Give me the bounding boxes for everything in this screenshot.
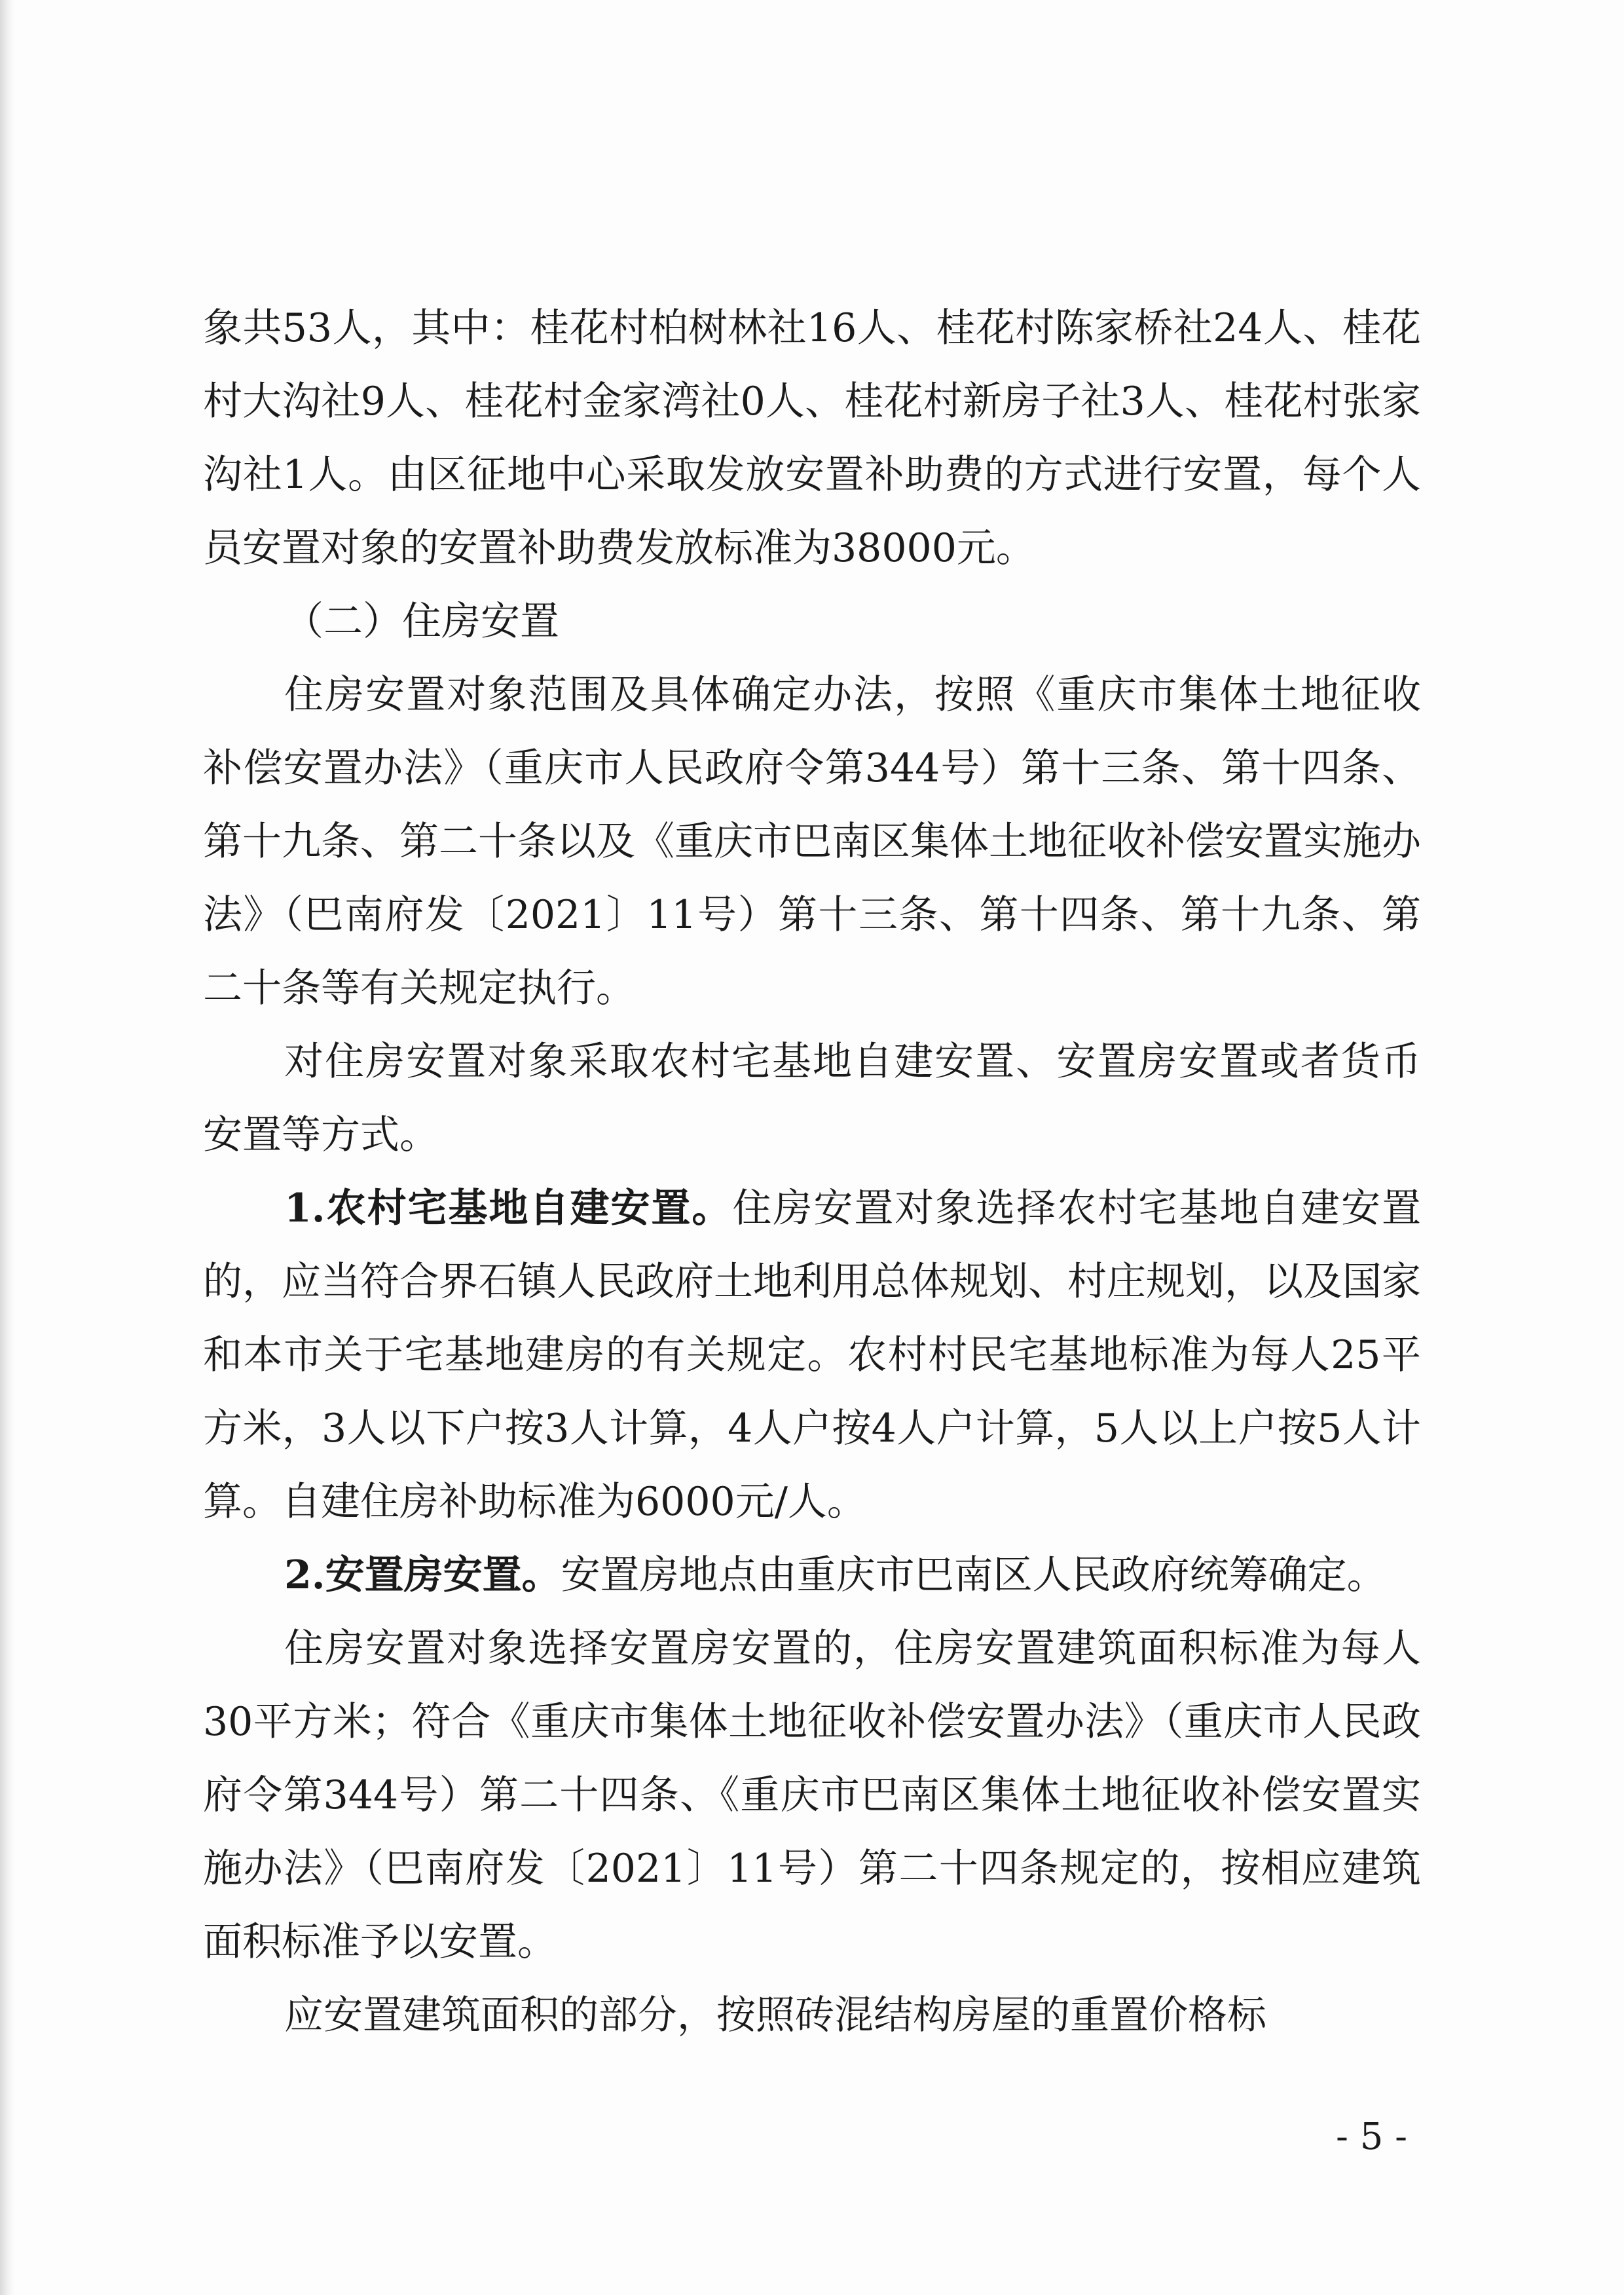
page-number: - 5 - — [1336, 2116, 1408, 2158]
document-body — [203, 291, 1421, 2052]
item-body-homestead: 住房安置对象选择农村宅基地自建安置的，应当符合界石镇人民政府土地利用总体规划、村庄规划，以及国家和本市关于宅基地建房的有关规定。农村村民宅基地标准为每人25平方米，3人以下户按3人计算，4人户按4人户计算，5人以上户按5人计算。自建住房补助标准为6000元/人。 — [203, 1185, 1422, 1525]
item-title-resettlement-housing: 2.安置房安置。 — [284, 1552, 561, 1598]
paragraph-resettlement-housing — [203, 1539, 1421, 1612]
paragraph-resettlement-subsidy: 象共53人，其中：桂花村柏树林社16人、桂花村陈家桥社24人、桂花村大沟社9人、桂花村金家湾社0人、桂花村新房子社3人、桂花村张家沟社1人。由区征地中心采取发放安置补助费的方式进行安置，每个人员安置对象的安置补助费发放标准为38000元。 — [203, 305, 1421, 571]
paragraph-homestead-selfbuild — [203, 1172, 1421, 1539]
item-title-homestead: 1.农村宅基地自建安置。 — [284, 1185, 733, 1231]
scan-edge-shadow — [0, 0, 14, 2295]
paragraph-area-standard: 住房安置对象选择安置房安置的，住房安置建筑面积标准为每人30平方米；符合《重庆市集体土地征收补偿安置办法》（重庆市人民政府令第344号）第二十四条、《重庆市巴南区集体土地征收补偿安置实施办法》（巴南府发〔2021〕11号）第二十四条规定的，按相应建筑面积标准予以安置。 — [203, 1626, 1421, 1965]
section-heading-housing: （二）住房安置 — [284, 599, 559, 644]
paragraph-housing-methods: 对住房安置对象采取农村宅基地自建安置、安置房安置或者货币安置等方式。 — [203, 1039, 1421, 1158]
paragraph-replacement-price: 应安置建筑面积的部分，按照砖混结构房屋的重置价格标 — [284, 1992, 1266, 2038]
paragraph-housing-scope: 住房安置对象范围及具体确定办法，按照《重庆市集体土地征收补偿安置办法》（重庆市人民政府令第344号）第十三条、第十四条、第十九条、第二十条以及《重庆市巴南区集体土地征收补偿安置实施办法》（巴南府发〔2021〕11号）第十三条、第十四条、第十九条、第二十条等有关规定执行。 — [203, 672, 1421, 1011]
item-body-resettlement-housing: 安置房地点由重庆市巴南区人民政府统筹确定。 — [561, 1552, 1386, 1598]
